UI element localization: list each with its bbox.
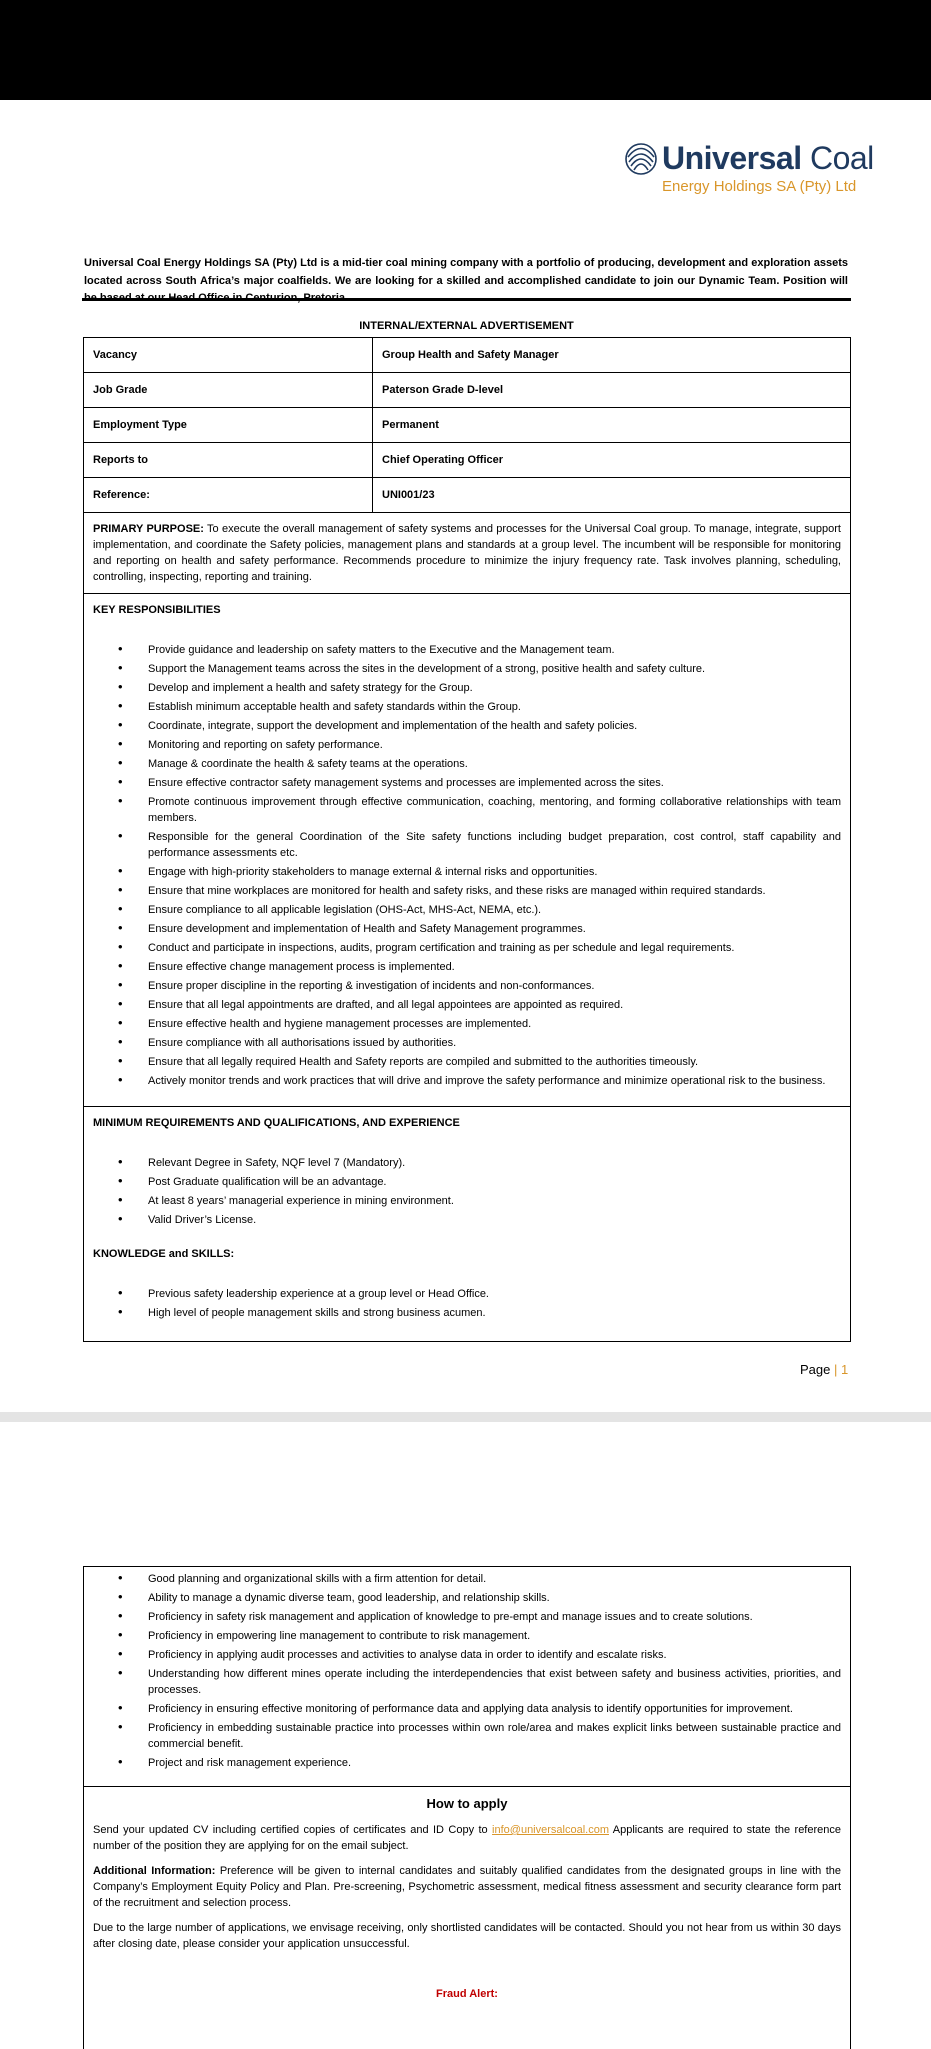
company-intro: Universal Coal Energy Holdings SA (Pty) Ltd is a mid-tier coal mining company with a portfolio of producing, development and exploration assets located across South Africa’s major coalfields. We are looking for a skilled and accomplished candidate to join our Dynamic Team. Position will	[84, 257, 848, 287]
row-label: Reports to	[84, 443, 373, 478]
list-item: • Ability to manage a dynamic diverse team, good leadership, and relationship skills.	[93, 1590, 841, 1606]
list-item: • Actively monitor trends and work practices that will drive and improve the safety performance and minimize operational risk to the business.	[93, 1073, 841, 1089]
list-item: • Good planning and organizational skills with a firm attention for detail.	[93, 1571, 841, 1587]
row-value: Paterson Grade D-level	[373, 373, 851, 408]
list-item: • Ensure effective health and hygiene management processes are implemented.	[93, 1016, 841, 1032]
list-item: • Project and risk management experience.	[93, 1755, 841, 1771]
skills-list	[93, 1286, 841, 1321]
list-item: • Engage with high-priority stakeholders to manage external & internal risks and opportunities.	[93, 864, 841, 880]
advert-title: INTERNAL/EXTERNAL ADVERTISEMENT	[359, 320, 574, 332]
list-item: • Ensure that all legally required Health and Safety reports are compiled and submitted to the authorities timeously.	[93, 1054, 841, 1070]
list-item: • Proficiency in embedding sustainable practice into processes within own role/area and makes explicit links between sustainable practice and commercial benefit.	[93, 1720, 841, 1752]
list-item: • Valid Driver’s License.	[93, 1212, 841, 1228]
logo-subtitle: Energy Holdings SA (Pty) Ltd	[662, 178, 857, 195]
section-heading: MINIMUM REQUIREMENTS AND QUALIFICATIONS, AND EXPERIENCE	[93, 1117, 460, 1129]
list-item: • Proficiency in safety risk management and application of knowledge to pre-empt and manage issues and to create solutions.	[93, 1609, 841, 1625]
row-label: Reference:	[84, 478, 373, 513]
how-to-apply-section	[84, 1787, 850, 2010]
apply-instructions: Send your updated CV including certified copies of certificates and ID Copy to info@universalcoal.com Applicants are required to state the reference number of the position they are applying for on the email subject.	[93, 1824, 842, 1852]
list-item: • Conduct and participate in inspections, audits, program certification and training as per schedule and legal requirements.	[93, 940, 841, 956]
primary-purpose-section	[84, 513, 850, 594]
list-item: • Support the Management teams across the sites in the development of a strong, positive health and safety culture.	[93, 661, 841, 677]
row-value: Group Health and Safety Manager	[373, 338, 851, 373]
page-number: Page | 1	[800, 1362, 849, 1377]
table-row	[84, 338, 851, 373]
list-item: • Understanding how different mines operate including the interdependencies that exist between safety and business activities, priorities, and processes.	[93, 1666, 841, 1698]
section-heading: KEY RESPONSIBILITIES	[93, 604, 221, 616]
shortlist-notice: Due to the large number of applications, we envisage receiving, only shortlisted candidates will be contacted. Should you not hear from us within 30 days after closing date, please consider your application unsuccessful.	[93, 1922, 841, 1950]
list-item: • Ensure effective contractor safety management systems and processes are implemented across the sites.	[93, 775, 841, 791]
how-to-apply-heading: How to apply	[426, 1796, 508, 1811]
universal-coal-logo-icon	[624, 142, 658, 176]
job-details-box-continued	[83, 1566, 851, 2049]
table-row	[84, 443, 851, 478]
job-details-box	[83, 512, 851, 1342]
row-label: Employment Type	[84, 408, 373, 443]
skills-continued-section	[84, 1567, 850, 1787]
table-row	[84, 478, 851, 513]
table-row	[84, 408, 851, 443]
fraud-alert-heading: Fraud Alert:	[436, 1988, 498, 2000]
row-value: Permanent	[373, 408, 851, 443]
list-item: • Previous safety leadership experience at a group level or Head Office.	[93, 1286, 841, 1302]
requirements-section	[84, 1107, 850, 1332]
page-separator	[0, 1412, 931, 1422]
list-item: • Monitoring and reporting on safety performance.	[93, 737, 841, 753]
responsibilities-list	[93, 642, 841, 1089]
list-item: • High level of people management skills and strong business acumen.	[93, 1305, 841, 1321]
list-item: • Ensure effective change management process is implemented.	[93, 959, 841, 975]
logo-name: Universal Coal	[662, 140, 874, 176]
skills-heading: KNOWLEDGE and SKILLS:	[93, 1248, 235, 1260]
list-item: • Promote continuous improvement through effective communication, coaching, mentoring, and forming collaborative relationships with team members.	[93, 794, 841, 826]
row-value: Chief Operating Officer	[373, 443, 851, 478]
list-item: • Responsible for the general Coordination of the Site safety functions including budget preparation, cost control, staff capability and performance assessments etc.	[93, 829, 841, 861]
list-item: • Ensure proper discipline in the reporting & investigation of incidents and non-conformances.	[93, 978, 841, 994]
company-logo	[622, 140, 874, 206]
email-link[interactable]: info@universalcoal.com	[492, 1824, 609, 1836]
list-item: • Proficiency in applying audit processes and activities to analyse data in order to identify and escalate risks.	[93, 1647, 841, 1663]
vacancy-table	[83, 337, 851, 513]
divider	[82, 298, 851, 301]
list-item: • At least 8 years’ managerial experience in mining environment.	[93, 1193, 841, 1209]
row-value: UNI001/23	[373, 478, 851, 513]
list-item: • Ensure that mine workplaces are monitored for health and safety risks, and these risks are managed within required standards.	[93, 883, 841, 899]
list-item: • Manage & coordinate the health & safety teams at the operations.	[93, 756, 841, 772]
skills-list-continued	[93, 1571, 841, 1771]
key-responsibilities-section	[84, 594, 850, 1107]
list-item: • Ensure compliance with all authorisations issued by authorities.	[93, 1035, 841, 1051]
list-item: • Provide guidance and leadership on safety matters to the Executive and the Management team.	[93, 642, 841, 658]
table-row	[84, 373, 851, 408]
requirements-list	[93, 1155, 841, 1228]
list-item: • Ensure development and implementation of Health and Safety Management programmes.	[93, 921, 841, 937]
list-item: • Establish minimum acceptable health and safety standards within the Group.	[93, 699, 841, 715]
list-item: • Develop and implement a health and safety strategy for the Group.	[93, 680, 841, 696]
row-label: Vacancy	[84, 338, 373, 373]
row-label: Job Grade	[84, 373, 373, 408]
list-item: • Post Graduate qualification will be an advantage.	[93, 1174, 841, 1190]
list-item: • Relevant Degree in Safety, NQF level 7 (Mandatory).	[93, 1155, 841, 1171]
list-item: • Coordinate, integrate, support the development and implementation of the health and safety policies.	[93, 718, 841, 734]
list-item: • Ensure compliance to all applicable legislation (OHS-Act, MHS-Act, NEMA, etc.).	[93, 902, 841, 918]
top-black-band	[0, 0, 931, 100]
list-item: • Proficiency in ensuring effective monitoring of performance data and applying data analysis to identify opportunities for improvement.	[93, 1701, 841, 1717]
list-item: • Proficiency in empowering line management to contribute to risk management.	[93, 1628, 841, 1644]
list-item: • Ensure that all legal appointments are drafted, and all legal appointees are appointed as required.	[93, 997, 841, 1013]
primary-purpose: PRIMARY PURPOSE: To execute the overall management of safety systems and processes for the Universal Coal group. To manage, integrate, support implementation, and coordinate the Safety policies, management plans and standards at a group level. The incumbent will be responsible for monitoring and reporting on health and safety performance. Recommends procedure to minimize the injury frequency rate. Task involves planning, scheduling, controlling, inspecting, reporting and training.	[93, 523, 841, 583]
additional-information: Additional Information: Preference will be given to internal candidates and suitably qualified candidates from the designated groups in line with the Company’s Employment Equity Policy and Plan. Pre-screening, Psychometric assessment, medical fitness assessment and security clearance form part of the recruitment and selection process.	[93, 1865, 841, 1909]
